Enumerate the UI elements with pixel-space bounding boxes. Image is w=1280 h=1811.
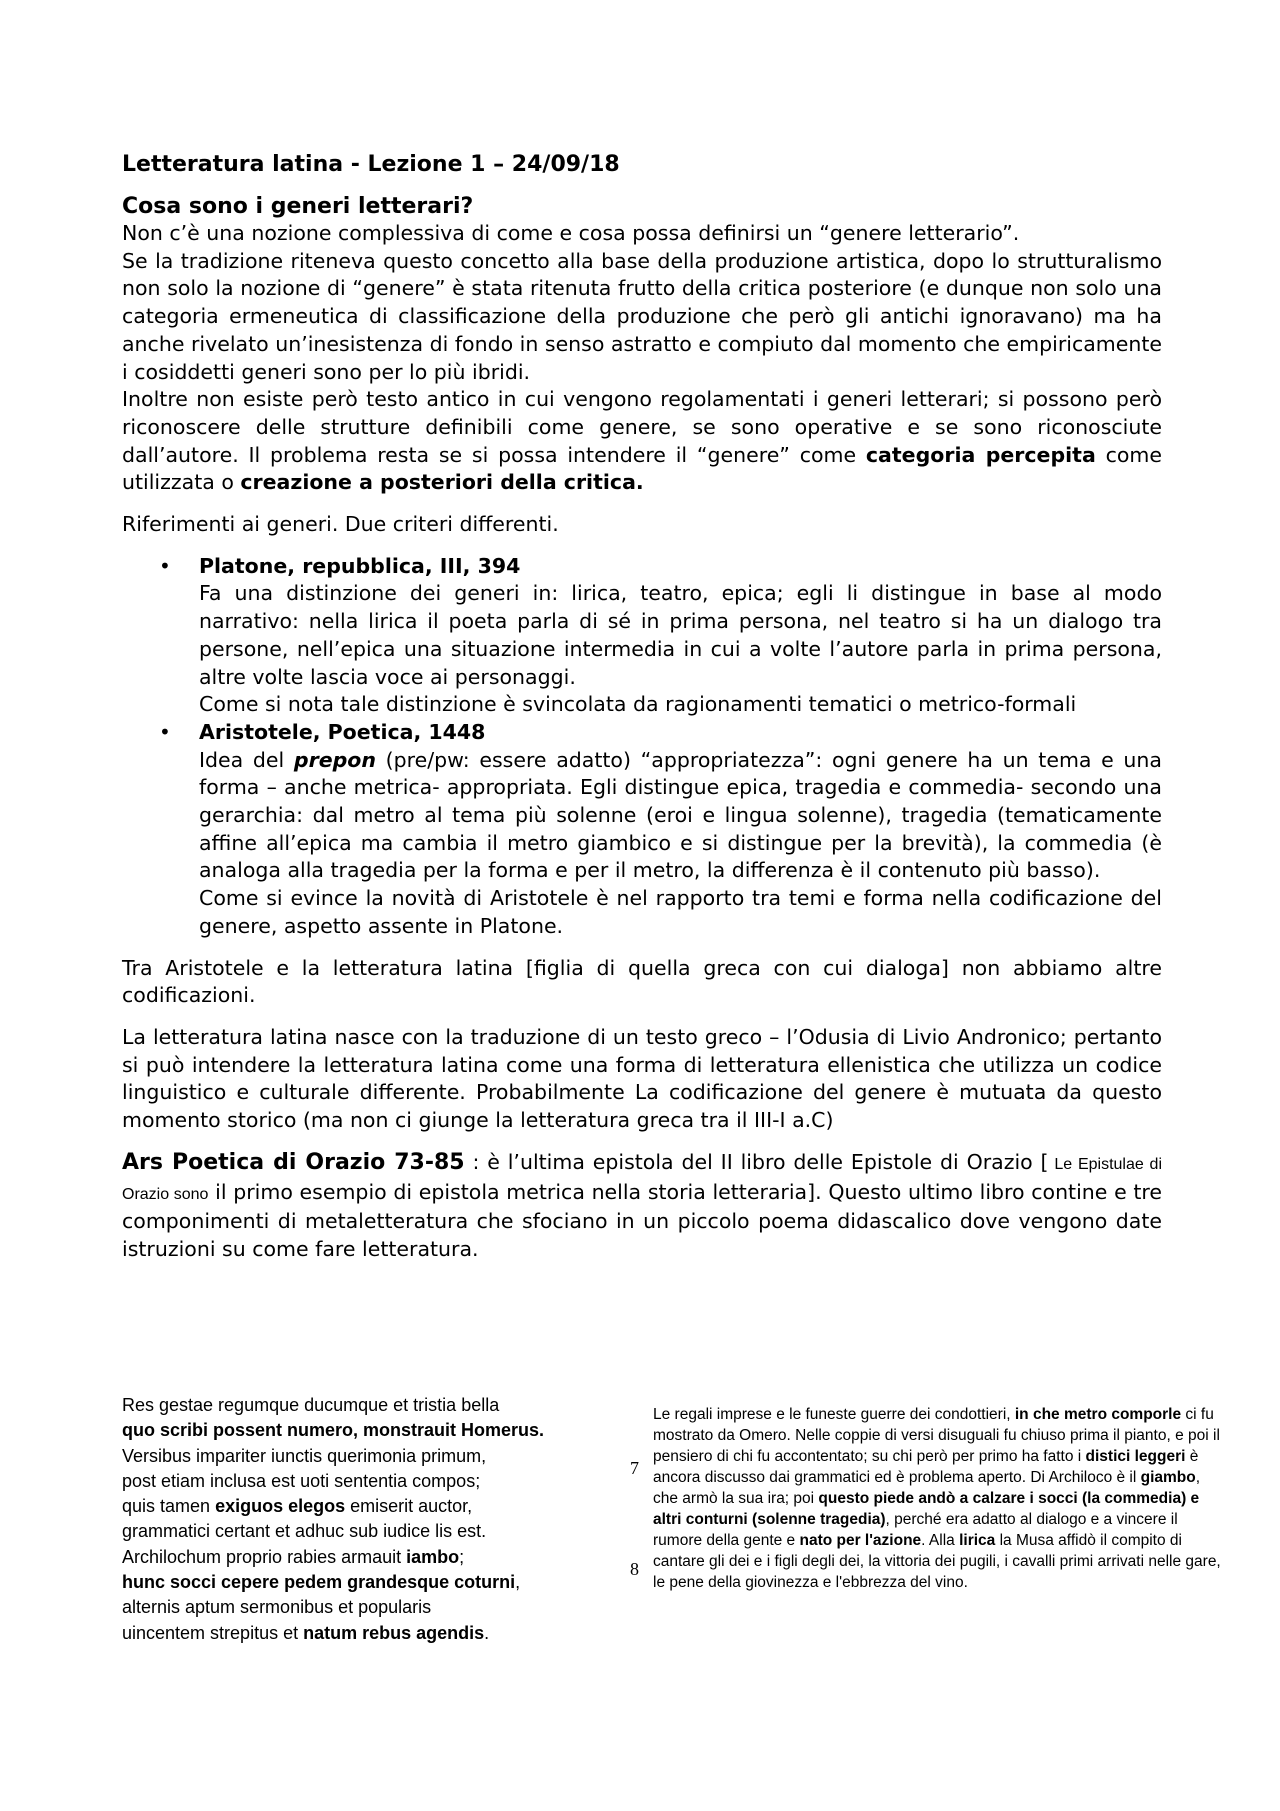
bullet-icon: • bbox=[159, 553, 171, 578]
text-run-small: Le Epistulae di Orazio sono bbox=[122, 1155, 1163, 1203]
list-item-heading: Aristotele, Poetica, 1448 bbox=[199, 719, 486, 744]
document-page bbox=[122, 150, 1162, 1264]
verse-line: post etiam inclusa est uoti sententia compos; bbox=[122, 1470, 481, 1491]
list-item bbox=[159, 553, 1162, 719]
section-heading: Cosa sono i generi letterari? bbox=[122, 194, 474, 219]
ars-poetica-title: Ars Poetica di Orazio 73-85 bbox=[122, 1149, 465, 1175]
verse-line: uincentem strepitus et natum rebus agendis. bbox=[122, 1622, 490, 1643]
text-run: : è l’ultima epistola del II libro delle Epistole di Orazio [ bbox=[464, 1149, 1049, 1174]
bullet-icon: • bbox=[159, 719, 171, 744]
paragraph bbox=[122, 386, 1162, 497]
text-run: il primo esempio di epistola metrica nella storia letteraria]. Questo ultimo libro contine e tre componimenti di metaletteratura che sfociano in un piccolo poema didascalico dove vengono date istruzioni su come fare letteratura. bbox=[122, 1179, 1163, 1261]
bold-text: creazione a posteriori della critica. bbox=[240, 470, 644, 495]
two-column-quote bbox=[122, 1393, 1222, 1693]
paragraph: Se la tradizione riteneva questo concetto alla base della produzione artistica, dopo lo strutturalismo non solo la nozione di “genere” è stata ritenuta frutto della critica posteriore (e dunque non solo una categoria ermeneutica di classificazione della produzione che però gli antichi ignoravano) ma ha anche rivelato un’inesistenza di fondo in senso astratto e compiuto dal momento che empiricamente i cosiddetti generi sono per lo più ibridi. bbox=[122, 248, 1162, 384]
list-item-note: Come si nota tale distinzione è svincolata da ragionamenti tematici o metrico-formali bbox=[199, 692, 1077, 717]
line-number: 8 bbox=[630, 1559, 639, 1579]
list-item bbox=[159, 719, 1162, 941]
bold-italic-text: prepon bbox=[293, 747, 376, 772]
list-item-body: Fa una distinzione dei generi in: lirica, teatro, epica; egli li distingue in base al modo narrativo: nella lirica il poeta parla di sé in prima persona, nel teatro si ha un dialogo tra persone, nell’epica una situazione intermedia in cui a volte l’autore parla in prima persona, altre volte lascia voce ai personaggi. bbox=[199, 581, 1162, 689]
verse-line: Archilochum proprio rabies armauit iambo; bbox=[122, 1546, 465, 1567]
bold-text: categoria percepita bbox=[865, 442, 1096, 467]
verse-line: alternis aptum sermonibus et popularis bbox=[122, 1597, 432, 1618]
text-run: Idea del bbox=[199, 747, 294, 772]
bullet-list bbox=[122, 553, 1162, 941]
italian-translation: Le regali imprese e le funeste guerre dei condottieri, in che metro comporle ci fu mostrato da Omero. Nelle coppie di versi disuguali fu chiuso prima il pianto, e poi il pensiero di chi fu accontentato; su chi però per primo ha fatto i distici leggeri è ancora discusso dai grammatici ed è problema aperto. Di Archiloco è il giambo, che armò la sua ira; poi questo piede andò a calzare i socci (la commedia) e altri conturni (solenne tragedia), perché era adatto al dialogo e a vincere il rumore della gente e nato per l'azione. Alla lirica la Musa affidò il compito di cantare gli dei e i figli degli dei, la vittoria dei pugili, i cavalli primi arrivati nelle gare, le pene della giovinezza e l'ebbrezza del vino. bbox=[653, 1406, 1221, 1591]
verse-line: grammatici certant et adhuc sub iudice lis est. bbox=[122, 1521, 487, 1542]
ars-poetica-paragraph bbox=[122, 1149, 1162, 1264]
paragraph: La letteratura latina nasce con la traduzione di un testo greco – l’Odusia di Livio Andronico; pertanto si può intendere la letteratura latina come una forma di letteratura ellenistica che utilizza un codice linguistico e culturale differente. Probabilmente La codificazione del genere è mutuata da questo momento storico (ma non ci giunge la letteratura greca tra il III-I a.C) bbox=[122, 1024, 1162, 1133]
page-title: Letteratura latina - Lezione 1 – 24/09/18 bbox=[122, 152, 620, 177]
paragraph: Riferimenti ai generi. Due criteri differenti. bbox=[122, 512, 559, 537]
list-item-body bbox=[199, 747, 1162, 886]
paragraph: Non c’è una nozione complessiva di come e cosa possa definirsi un “genere letterario”. bbox=[122, 221, 1020, 245]
verse-line: Res gestae regumque ducumque et tristia bella bbox=[122, 1395, 500, 1415]
line-number: 7 bbox=[630, 1458, 639, 1478]
paragraph: Tra Aristotele e la letteratura latina [figlia di quella greca con cui dialoga] non abbiamo altre codificazioni. bbox=[122, 955, 1162, 1008]
verse-line: quo scribi possent numero, monstrauit Homerus. bbox=[122, 1420, 545, 1441]
latin-verses bbox=[122, 1393, 602, 1646]
text-run: come utilizzata o bbox=[122, 442, 1162, 495]
verse-line: hunc socci cepere pedem grandesque coturni, bbox=[122, 1572, 521, 1593]
list-item-heading: Platone, repubblica, III, 394 bbox=[199, 553, 521, 578]
text-run: (pre/pw: essere adatto) “appropriatezza”: ogni genere ha un tema e una forma – anche metrica- appropriata. Egli distingue epica, tragedia e commedia- secondo una gerarchia: dal metro al tema più solenne (eroi e lingua solenne), tragedia (tematicamente affine all’epica ma cambia il metro giambico e si distingue per la brevità), la commedia (è analoga alla tragedia per la forma e per il metro, la differenza è il contenuto più basso). bbox=[199, 747, 1162, 883]
verse-line: Versibus impariter iunctis querimonia primum, bbox=[122, 1445, 487, 1466]
list-item-note: Come si evince la novità di Aristotele è nel rapporto tra temi e forma nella codificazione del genere, aspetto assente in Platone. bbox=[199, 886, 1162, 938]
text-run: Inoltre non esiste però testo antico in cui vengono regolamentati i generi letterari; si possono però riconoscere delle strutture definibili come genere, se sono operative e se sono riconosciute dall’autore. Il problema resta se si possa intendere il “genere” come bbox=[122, 387, 1162, 467]
verse-line: quis tamen exiguos elegos emiserit auctor, bbox=[122, 1496, 473, 1517]
